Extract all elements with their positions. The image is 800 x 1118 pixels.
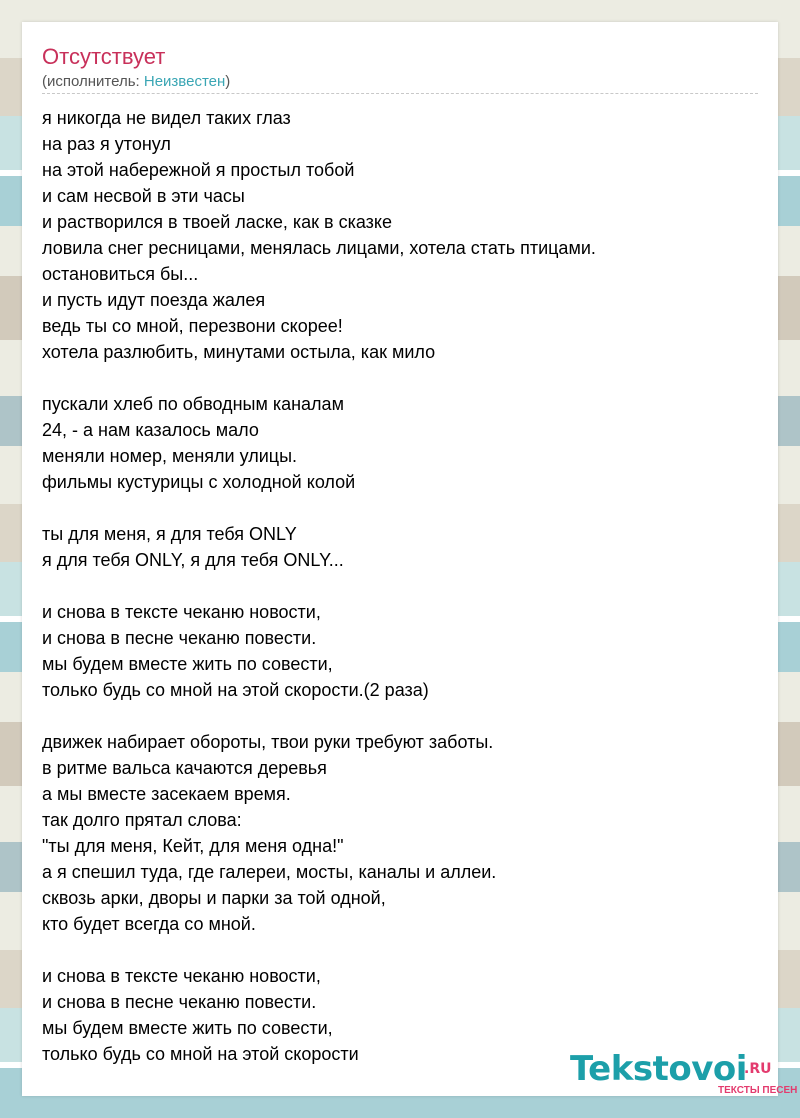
lyric-line: и снова в тексте чеканю новости, — [42, 966, 321, 986]
lyric-line: на раз я утонул — [42, 134, 171, 154]
lyric-line: я никогда не видел таких глаз — [42, 108, 291, 128]
lyric-line: ты для меня, я для тебя ONLY — [42, 524, 297, 544]
lyric-line: на этой набережной я простыл тобой — [42, 160, 355, 180]
lyric-line: мы будем вместе жить по совести, — [42, 654, 333, 674]
lyric-blank-line — [42, 703, 758, 729]
song-title: Отсутствует — [42, 44, 166, 69]
artist-link[interactable]: Неизвестен — [143, 73, 226, 90]
lyric-line: меняли номер, меняли улицы. — [42, 446, 298, 466]
lyric-line: и сам несвой в эти часы — [42, 186, 245, 206]
lyric-line: хотела разлюбить, минутами остыла, как мило — [42, 342, 436, 362]
artist-line — [42, 72, 230, 92]
lyric-line: и снова в песне чеканю повести. — [42, 992, 317, 1012]
lyric-line: и пусть идут поезда жалея — [42, 290, 266, 310]
site-logo[interactable] — [570, 1049, 798, 1096]
lyric-line: и растворился в твоей ласке, как в сказке — [42, 212, 392, 232]
lyric-line: только будь со мной на этой скорости — [42, 1044, 359, 1064]
lyric-line: ловила снег ресницами, менялась лицами, хотела стать птицами. — [42, 238, 596, 258]
lyric-line: а мы вместе засекаем время. — [42, 784, 291, 804]
lyric-line: остановиться бы... — [42, 264, 199, 284]
lyric-line: в ритме вальса качаются деревья — [42, 758, 327, 778]
lyric-line: 24, - а нам казалось мало — [42, 420, 259, 440]
lyric-line: и снова в тексте чеканю новости, — [42, 602, 321, 622]
lyric-line: только будь со мной на этой скорости.(2 раза) — [42, 680, 429, 700]
lyric-blank-line — [42, 573, 758, 599]
lyric-line: движек набирает обороты, твои руки требуют заботы. — [42, 732, 494, 752]
lyric-line: и снова в песне чеканю повести. — [42, 628, 317, 648]
logo-tagline: ТЕКСТЫ ПЕСЕН — [718, 1085, 798, 1096]
divider — [42, 93, 758, 94]
lyric-blank-line — [42, 365, 758, 391]
lyrics-card — [22, 22, 798, 1096]
logo-domain: .RU — [744, 1061, 772, 1077]
lyric-line: а я спешил туда, где галереи, мосты, каналы и аллеи. — [42, 862, 497, 882]
lyric-line: пускали хлеб по обводным каналам — [42, 394, 344, 414]
lyric-line: мы будем вместе жить по совести, — [42, 1018, 333, 1038]
lyric-line: сквозь арки, дворы и парки за той одной, — [42, 888, 386, 908]
lyric-line: фильмы кустурицы с холодной колой — [42, 472, 356, 492]
lyric-line: так долго прятал слова: — [42, 810, 242, 830]
lyric-line: ведь ты со мной, перезвони скорее! — [42, 316, 343, 336]
lyric-line: кто будет всегда со мной. — [42, 914, 256, 934]
lyric-blank-line — [42, 937, 758, 963]
lyric-blank-line — [42, 495, 758, 521]
lyric-line: "ты для меня, Кейт, для меня одна!" — [42, 836, 344, 856]
artist-suffix: ) — [225, 73, 231, 90]
lyric-line: я для тебя ONLY, я для тебя ONLY... — [42, 550, 344, 570]
artist-prefix: (исполнитель: — [42, 73, 144, 90]
logo-name: Tekstovoi — [570, 1049, 747, 1089]
lyrics-text — [42, 105, 758, 1067]
